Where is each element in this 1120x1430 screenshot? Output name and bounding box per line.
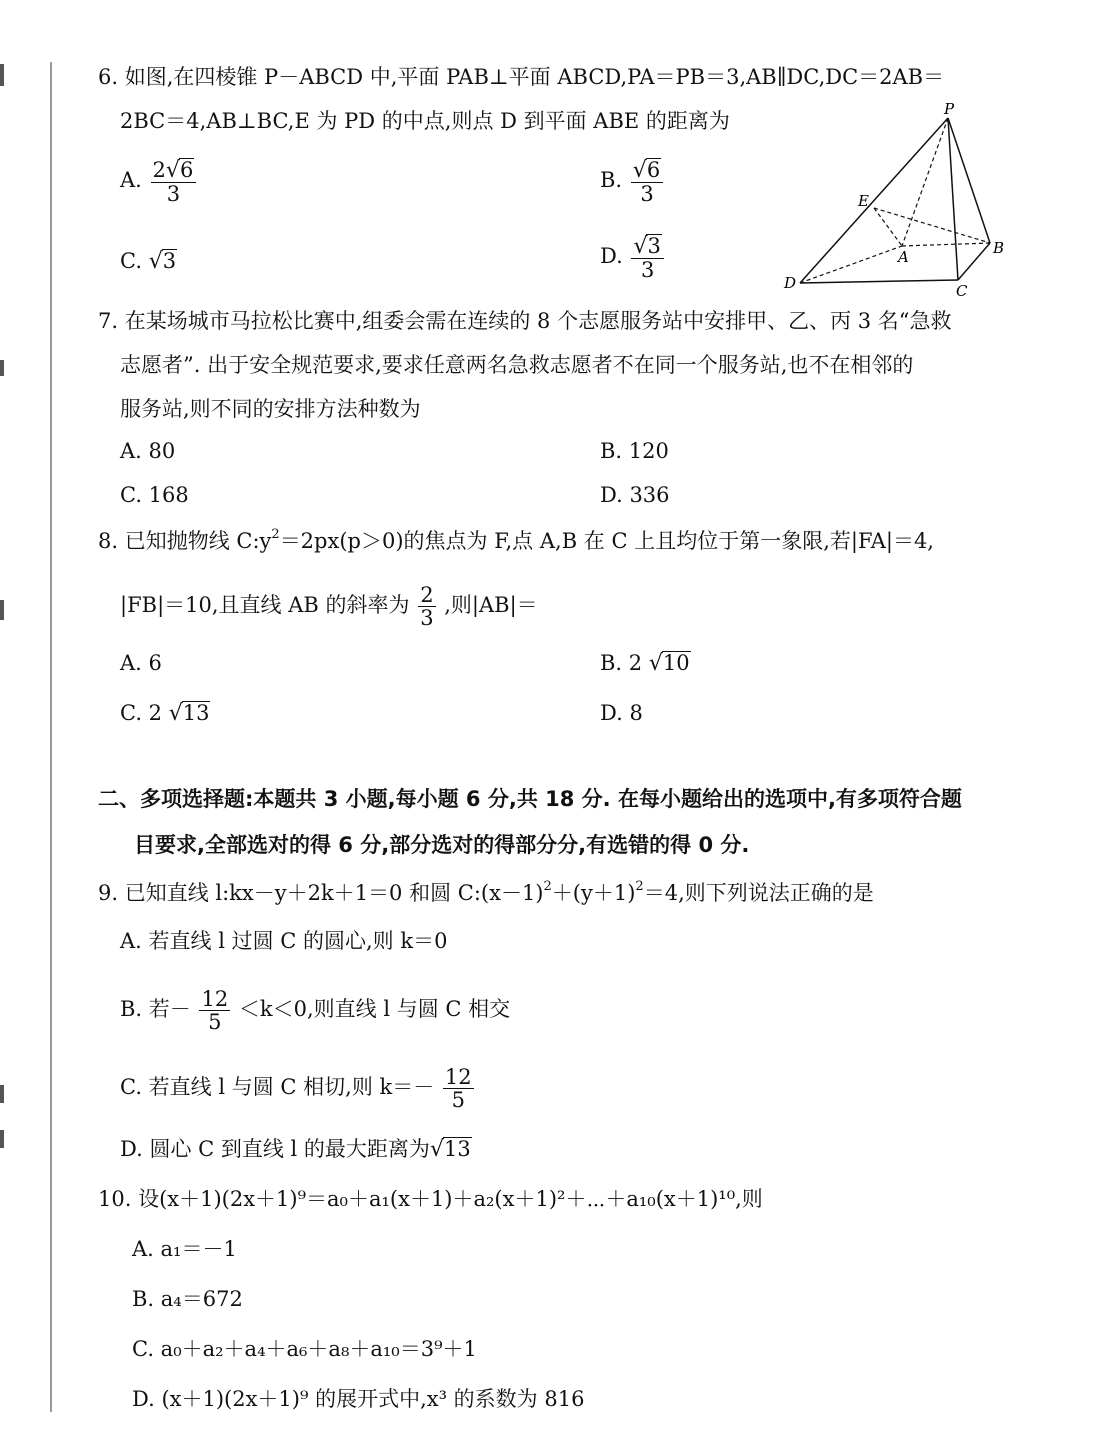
vertex-label-a: A (898, 248, 909, 266)
margin-rule (50, 62, 52, 1412)
q7-option-c: C. 168 (120, 483, 189, 507)
vertex-label-e: E (858, 192, 869, 210)
vertex-label-d: D (784, 274, 797, 292)
q8-option-c: C. 2 √13 (120, 701, 210, 726)
q10-option-d: D. (x＋1)(2x＋1)⁹ 的展开式中,x³ 的系数为 816 (132, 1387, 585, 1411)
fraction: $\frac{12}{5}$ (201, 987, 229, 1034)
edge-eb (874, 208, 990, 243)
q10-stem: 10. 设(x＋1)(2x＋1)⁹＝a₀＋a₁(x＋1)＋a₂(x＋1)²＋⋯＋a₁₀(x＋1)¹⁰,则 (98, 1187, 763, 1211)
q9-option-c: C. 若直线 l 与圆 C 相切,则 k＝－ $\frac{12}{5}$ (120, 1065, 472, 1112)
q9-stem: 9. 已知直线 l:kx－y＋2k＋1＝0 和圆 $C:(x-1)^2+(y+1)^2=4$,则下列说法正确的是 (98, 879, 874, 905)
q10-option-a: A. a₁＝－1 (132, 1237, 237, 1261)
fraction: $\frac{√3}{3}$ (631, 234, 663, 281)
fraction: $\frac{√6}{3}$ (631, 158, 663, 205)
q9-option-d: D. 圆心 C 到直线 l 的最大距离为√13 (120, 1137, 471, 1162)
q8-option-b: B. 2 √10 (600, 651, 690, 676)
q6-option-b: B. $\frac{√6}{3}$ (600, 158, 665, 205)
q8-stem-line2: |FB|＝10,且直线 AB 的斜率为 $\frac{2}{3}$ ,则|AB|＝ (120, 583, 538, 630)
q9-option-a: A. 若直线 l 过圆 C 的圆心,则 k＝0 (120, 929, 448, 953)
vertex-label-c: C (956, 282, 968, 300)
section-heading-line1: 二、多项选择题:本题共 3 小题,每小题 6 分,共 18 分. 在每小题给出的选项中,有多项符合题 (98, 787, 962, 811)
q9-option-b: B. 若－ $\frac{12}{5}$ ＜k＜0,则直线 l 与圆 C 相交 (120, 987, 511, 1034)
q7-option-d: D. 336 (600, 483, 670, 507)
fraction: $\frac{12}{5}$ (444, 1065, 472, 1112)
q10-option-c: C. a₀＋a₂＋a₄＋a₆＋a₈＋a₁₀＝3⁹＋1 (132, 1337, 477, 1361)
pyramid-figure (778, 100, 1018, 300)
binding-edge-mark (0, 1085, 4, 1103)
q7-option-b: B. 120 (600, 439, 669, 463)
binding-edge-mark (0, 600, 4, 620)
q7-stem-line3: 服务站,则不同的安排方法种数为 (120, 397, 421, 421)
q8-option-d: D. 8 (600, 701, 643, 725)
q7-option-a: A. 80 (120, 439, 176, 463)
q6-stem-line1: 6. 如图,在四棱锥 P－ABCD 中,平面 PAB⊥平面 ABCD,PA＝PB＝3,AB∥DC,DC＝2AB＝ (98, 65, 945, 89)
q7-stem-line2: 志愿者”. 出于安全规范要求,要求任意两名急救志愿者不在同一个服务站,也不在相邻的 (120, 353, 914, 377)
fraction: $\frac{2√6}{3}$ (151, 158, 197, 205)
q10-option-b: B. a₄＝672 (132, 1287, 243, 1311)
vertex-label-b: B (993, 239, 1005, 257)
edge-pd (800, 118, 948, 283)
q6-stem-line2: 2BC＝4,AB⊥BC,E 为 PD 的中点,则点 D 到平面 ABE 的距离为 (120, 109, 730, 133)
q7-stem-line1: 7. 在某场城市马拉松比赛中,组委会需在连续的 8 个志愿服务站中安排甲、乙、丙 3 名“急救 (98, 309, 952, 333)
binding-edge-mark (0, 360, 4, 376)
edge-ab (902, 243, 990, 246)
binding-edge-mark (0, 1130, 4, 1148)
fraction: $\frac{2}{3}$ (420, 583, 434, 630)
edge-ea (874, 208, 902, 246)
edge-pa (902, 118, 948, 246)
q8-stem-line1: 8. 已知抛物线 $C:y^2=2px(p>0)$的焦点为 F,点 A,B 在 C 上且均位于第一象限,若|FA|＝4, (98, 527, 934, 553)
binding-edge-mark (0, 64, 4, 86)
q6-option-a: A. $\frac{2√6}{3}$ (120, 158, 198, 205)
section-heading-line2: 目要求,全部选对的得 6 分,部分选对的得部分分,有选错的得 0 分. (134, 833, 750, 857)
vertex-label-p: P (944, 100, 955, 118)
edge-da (800, 246, 902, 283)
edge-cb (958, 243, 990, 280)
q6-option-c: C. √3 (120, 249, 177, 274)
edge-dc (800, 280, 958, 283)
q6-option-d: D. $\frac{√3}{3}$ (600, 234, 666, 281)
q8-option-a: A. 6 (120, 651, 162, 675)
